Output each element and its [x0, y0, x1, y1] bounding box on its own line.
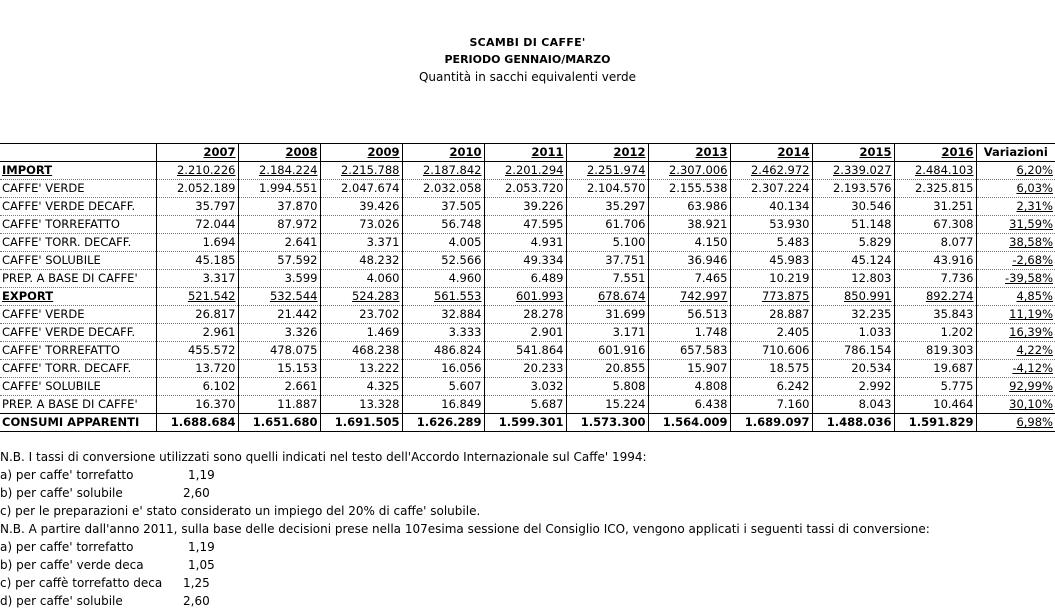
table-row [0, 252, 1055, 270]
variation-cell: 6,03% [976, 180, 1055, 198]
column-header: 2013 [648, 144, 730, 162]
table-cell: 4.060 [320, 270, 402, 288]
variation-cell: 4,22% [976, 342, 1055, 360]
table-cell: 5.100 [566, 234, 648, 252]
table-row [0, 216, 1055, 234]
table-cell: 2.032.058 [402, 180, 484, 198]
table-cell: 1.599.301 [484, 414, 566, 432]
table-cell: 2.307.224 [730, 180, 812, 198]
table-row [0, 324, 1055, 342]
table-cell: 2.641 [238, 234, 320, 252]
table-cell: 2.201.294 [484, 162, 566, 180]
table-cell: 7.160 [730, 396, 812, 414]
note-line [0, 592, 1055, 610]
table-row [0, 360, 1055, 378]
table-cell: 2.047.674 [320, 180, 402, 198]
table-cell: 1.691.505 [320, 414, 402, 432]
table-row [0, 180, 1055, 198]
table-cell: 1.488.036 [812, 414, 894, 432]
table-cell: 21.442 [238, 306, 320, 324]
table-cell: 850.991 [812, 288, 894, 306]
table-cell: 455.572 [156, 342, 238, 360]
table-cell: 541.864 [484, 342, 566, 360]
table-cell: 61.706 [566, 216, 648, 234]
table-cell: 3.171 [566, 324, 648, 342]
table-row [0, 342, 1055, 360]
table-cell: 16.849 [402, 396, 484, 414]
row-label: CAFFE' TORR. DECAFF. [0, 360, 156, 378]
note-text: N.B. A partire dall'anno 2011, sulla base delle decisioni prese nella 107esima sessione del Consiglio ICO, vengono applicati i seguenti tassi di conversione: [0, 522, 930, 536]
table-cell: 15.224 [566, 396, 648, 414]
table-cell: 773.875 [730, 288, 812, 306]
table-cell: 892.274 [894, 288, 976, 306]
table-cell: 5.829 [812, 234, 894, 252]
table-cell: 10.219 [730, 270, 812, 288]
table-cell: 742.997 [648, 288, 730, 306]
table-cell: 67.308 [894, 216, 976, 234]
table-cell: 53.930 [730, 216, 812, 234]
variation-cell: 30,10% [976, 396, 1055, 414]
note-rate: 1,19 [188, 468, 215, 482]
table-cell: 601.993 [484, 288, 566, 306]
table-cell: 1.573.300 [566, 414, 648, 432]
table-cell: 73.026 [320, 216, 402, 234]
row-label: CAFFE' TORREFATTO [0, 342, 156, 360]
table-cell: 2.325.815 [894, 180, 976, 198]
report-subtitle: Quantità in sacchi equivalenti verde [418, 70, 636, 84]
header-row [0, 144, 1055, 162]
conversion-notes [0, 448, 1055, 610]
note-rate: 1,25 [183, 576, 210, 590]
column-header: 2008 [238, 144, 320, 162]
table-cell: 2.961 [156, 324, 238, 342]
table-cell: 23.702 [320, 306, 402, 324]
table-cell: 20.855 [566, 360, 648, 378]
table-cell: 37.870 [238, 198, 320, 216]
row-label: CAFFE' VERDE [0, 306, 156, 324]
table-row [0, 306, 1055, 324]
variation-cell: 31,59% [976, 216, 1055, 234]
table-cell: 786.154 [812, 342, 894, 360]
row-label: CAFFE' VERDE DECAFF. [0, 324, 156, 342]
table-row [0, 162, 1055, 180]
table-cell: 1.689.097 [730, 414, 812, 432]
table-cell: 4.150 [648, 234, 730, 252]
table-cell: 40.134 [730, 198, 812, 216]
table-cell: 2.251.974 [566, 162, 648, 180]
table-cell: 72.044 [156, 216, 238, 234]
table-row [0, 378, 1055, 396]
note-line [0, 556, 1055, 574]
table-cell: 49.334 [484, 252, 566, 270]
table-cell: 2.193.576 [812, 180, 894, 198]
table-cell: 561.553 [402, 288, 484, 306]
note-text: d) per caffe' solubile [0, 594, 123, 608]
note-line [0, 538, 1055, 556]
table-cell: 5.607 [402, 378, 484, 396]
table-cell: 13.328 [320, 396, 402, 414]
table-cell: 486.824 [402, 342, 484, 360]
table-cell: 8.077 [894, 234, 976, 252]
table-cell: 6.489 [484, 270, 566, 288]
table-cell: 7.736 [894, 270, 976, 288]
table-cell: 87.972 [238, 216, 320, 234]
table-cell: 2.405 [730, 324, 812, 342]
note-text: b) per caffe' verde deca [0, 558, 144, 572]
variation-cell: 4,85% [976, 288, 1055, 306]
variation-cell: 16,39% [976, 324, 1055, 342]
table-cell: 38.921 [648, 216, 730, 234]
row-label: CAFFE' SOLUBILE [0, 252, 156, 270]
table-cell: 7.551 [566, 270, 648, 288]
note-line [0, 484, 1055, 502]
table-cell: 57.592 [238, 252, 320, 270]
column-header: Variazioni [976, 144, 1055, 162]
table-cell: 15.153 [238, 360, 320, 378]
table-cell: 1.564.009 [648, 414, 730, 432]
table-cell: 56.513 [648, 306, 730, 324]
variation-cell: 6,20% [976, 162, 1055, 180]
table-cell: 37.505 [402, 198, 484, 216]
coffee-trade-table [0, 143, 1055, 432]
table-cell: 5.808 [566, 378, 648, 396]
note-text: N.B. I tassi di conversione utilizzati sono quelli indicati nel testo dell'Accordo Internazionale sul Caffe' 1994: [0, 450, 647, 464]
table-cell: 32.884 [402, 306, 484, 324]
table-cell: 6.102 [156, 378, 238, 396]
table-cell: 12.803 [812, 270, 894, 288]
table-cell: 3.326 [238, 324, 320, 342]
header-corner [0, 144, 156, 162]
note-rate: 1,05 [188, 558, 215, 572]
table-cell: 36.946 [648, 252, 730, 270]
note-rate: 1,19 [188, 540, 215, 554]
table-cell: 45.185 [156, 252, 238, 270]
variation-cell: 6,98% [976, 414, 1055, 432]
table-cell: 2.184.224 [238, 162, 320, 180]
table-cell: 16.056 [402, 360, 484, 378]
table-cell: 532.544 [238, 288, 320, 306]
note-line [0, 574, 1055, 592]
note-text: a) per caffe' torrefatto [0, 540, 134, 554]
table-cell: 32.235 [812, 306, 894, 324]
table-cell: 5.775 [894, 378, 976, 396]
table-cell: 7.465 [648, 270, 730, 288]
row-label: CAFFE' TORR. DECAFF. [0, 234, 156, 252]
table-cell: 4.325 [320, 378, 402, 396]
row-label: CAFFE' VERDE DECAFF. [0, 198, 156, 216]
column-header: 2009 [320, 144, 402, 162]
table-cell: 524.283 [320, 288, 402, 306]
table-cell: 20.534 [812, 360, 894, 378]
table-row [0, 396, 1055, 414]
note-rate: 2,60 [183, 594, 210, 608]
table-cell: 3.333 [402, 324, 484, 342]
report-title: SCAMBI DI CAFFE' [469, 36, 586, 49]
table-cell: 601.916 [566, 342, 648, 360]
column-header: 2010 [402, 144, 484, 162]
table-cell: 6.438 [648, 396, 730, 414]
table-cell: 2.155.538 [648, 180, 730, 198]
note-line [0, 502, 1055, 520]
table-cell: 2.187.842 [402, 162, 484, 180]
row-label: CAFFE' VERDE [0, 180, 156, 198]
variation-cell: 11,19% [976, 306, 1055, 324]
table-row [0, 288, 1055, 306]
table-cell: 31.251 [894, 198, 976, 216]
row-label: CAFFE' SOLUBILE [0, 378, 156, 396]
column-header: 2012 [566, 144, 648, 162]
table-cell: 37.751 [566, 252, 648, 270]
note-line [0, 448, 1055, 466]
note-rate: 2,60 [183, 486, 210, 500]
table-cell: 521.542 [156, 288, 238, 306]
table-cell: 819.303 [894, 342, 976, 360]
table-cell: 13.222 [320, 360, 402, 378]
table-cell: 678.674 [566, 288, 648, 306]
table-cell: 47.595 [484, 216, 566, 234]
table-cell: 1.202 [894, 324, 976, 342]
table-cell: 8.043 [812, 396, 894, 414]
table-cell: 35.843 [894, 306, 976, 324]
table-cell: 11.887 [238, 396, 320, 414]
table-cell: 16.370 [156, 396, 238, 414]
variation-cell: -39,58% [976, 270, 1055, 288]
table-cell: 2.104.570 [566, 180, 648, 198]
table-cell: 3.371 [320, 234, 402, 252]
table-cell: 1.469 [320, 324, 402, 342]
table-cell: 45.983 [730, 252, 812, 270]
table-cell: 5.483 [730, 234, 812, 252]
table-cell: 2.052.189 [156, 180, 238, 198]
report-period: PERIODO GENNAIO/MARZO [444, 53, 611, 66]
table-cell: 2.053.720 [484, 180, 566, 198]
table-cell: 478.075 [238, 342, 320, 360]
table-cell: 710.606 [730, 342, 812, 360]
table-cell: 3.599 [238, 270, 320, 288]
note-text: b) per caffe' solubile [0, 486, 123, 500]
column-header: 2007 [156, 144, 238, 162]
table-cell: 4.808 [648, 378, 730, 396]
table-cell: 28.278 [484, 306, 566, 324]
column-header: 2016 [894, 144, 976, 162]
table-cell: 2.484.103 [894, 162, 976, 180]
table-cell: 15.907 [648, 360, 730, 378]
table-cell: 4.960 [402, 270, 484, 288]
table-row [0, 234, 1055, 252]
table-cell: 10.464 [894, 396, 976, 414]
row-label: CONSUMI APPARENTI [0, 414, 156, 432]
table-cell: 5.687 [484, 396, 566, 414]
variation-cell: 2,31% [976, 198, 1055, 216]
table-row [0, 270, 1055, 288]
table-cell: 2.992 [812, 378, 894, 396]
table-cell: 31.699 [566, 306, 648, 324]
column-header: 2014 [730, 144, 812, 162]
table-cell: 1.651.680 [238, 414, 320, 432]
table-cell: 48.232 [320, 252, 402, 270]
table-cell: 3.317 [156, 270, 238, 288]
table-cell: 1.033 [812, 324, 894, 342]
variation-cell: 92,99% [976, 378, 1055, 396]
table-cell: 20.233 [484, 360, 566, 378]
row-label: CAFFE' TORREFATTO [0, 216, 156, 234]
table-cell: 35.297 [566, 198, 648, 216]
note-text: a) per caffe' torrefatto [0, 468, 134, 482]
column-header: 2015 [812, 144, 894, 162]
table-cell: 2.462.972 [730, 162, 812, 180]
table-cell: 45.124 [812, 252, 894, 270]
table-cell: 4.931 [484, 234, 566, 252]
table-cell: 2.210.226 [156, 162, 238, 180]
table-cell: 30.546 [812, 198, 894, 216]
table-cell: 43.916 [894, 252, 976, 270]
table-cell: 2.661 [238, 378, 320, 396]
table-cell: 4.005 [402, 234, 484, 252]
note-text: c) per le preparazioni e' stato considerato un impiego del 20% di caffe' solubile. [0, 504, 481, 518]
table-cell: 657.583 [648, 342, 730, 360]
column-header: 2011 [484, 144, 566, 162]
table-cell: 19.687 [894, 360, 976, 378]
table-cell: 39.426 [320, 198, 402, 216]
table-cell: 26.817 [156, 306, 238, 324]
table-cell: 1.626.289 [402, 414, 484, 432]
table-cell: 13.720 [156, 360, 238, 378]
table-cell: 3.032 [484, 378, 566, 396]
table-row [0, 198, 1055, 216]
table-cell: 2.339.027 [812, 162, 894, 180]
table-cell: 1.688.684 [156, 414, 238, 432]
table-cell: 2.307.006 [648, 162, 730, 180]
note-text: c) per caffè torrefatto deca [0, 576, 163, 590]
note-line [0, 466, 1055, 484]
note-line [0, 520, 1055, 538]
table-cell: 18.575 [730, 360, 812, 378]
row-label: PREP. A BASE DI CAFFE' [0, 396, 156, 414]
table-cell: 1.591.829 [894, 414, 976, 432]
table-cell: 1.748 [648, 324, 730, 342]
table-cell: 1.994.551 [238, 180, 320, 198]
variation-cell: -4,12% [976, 360, 1055, 378]
row-label: PREP. A BASE DI CAFFE' [0, 270, 156, 288]
table-cell: 63.986 [648, 198, 730, 216]
table-body [0, 144, 1055, 432]
variation-cell: -2,68% [976, 252, 1055, 270]
table-cell: 2.901 [484, 324, 566, 342]
table-cell: 51.148 [812, 216, 894, 234]
table-cell: 52.566 [402, 252, 484, 270]
table-cell: 468.238 [320, 342, 402, 360]
variation-cell: 38,58% [976, 234, 1055, 252]
table-cell: 6.242 [730, 378, 812, 396]
table-cell: 39.226 [484, 198, 566, 216]
table-cell: 2.215.788 [320, 162, 402, 180]
table-cell: 1.694 [156, 234, 238, 252]
table-row [0, 414, 1055, 432]
table-cell: 28.887 [730, 306, 812, 324]
table-cell: 56.748 [402, 216, 484, 234]
row-label: IMPORT [0, 162, 156, 180]
row-label: EXPORT [0, 288, 156, 306]
table-cell: 35.797 [156, 198, 238, 216]
